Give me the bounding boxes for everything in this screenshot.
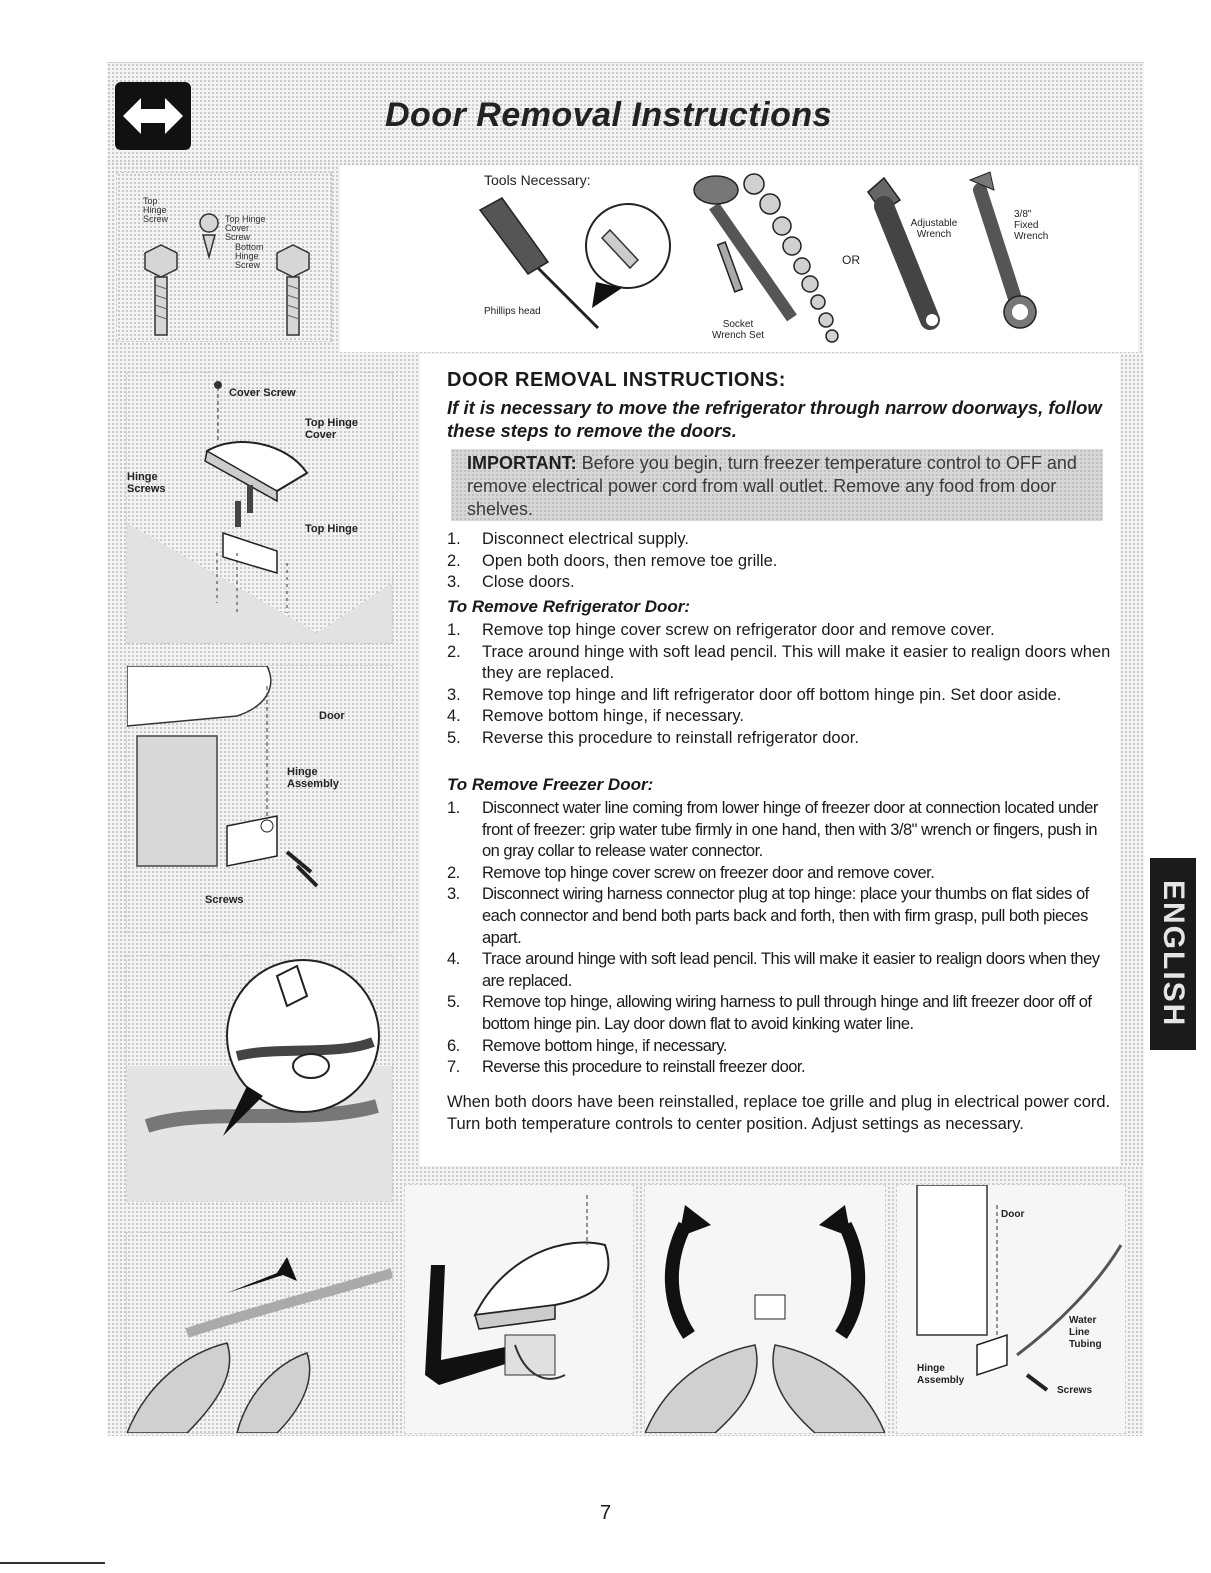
step-number: 2. <box>447 863 460 882</box>
step-text: Disconnect water line coming from lower hinge of freezer door at connection located under front of freezer: grip water tube firmly in one hand, then with 3/8" wrench or fingers, push in on gray collar to release water connector. <box>482 799 1098 861</box>
closing-paragraph: When both doors have been reinstalled, replace toe grille and plug in electrical power cord. Turn both temperature controls to center position. Adjust settings as necessary. <box>447 1093 1111 1133</box>
step-number: 5. <box>447 728 461 747</box>
step-text: Remove top hinge cover screw on freezer door and remove cover. <box>482 863 935 882</box>
refrigerator-step <box>447 685 1112 707</box>
refrigerator-step <box>447 728 1112 750</box>
general-steps <box>447 529 1112 594</box>
step-text: Remove top hinge and lift refrigerator door off bottom hinge pin. Set door aside. <box>482 685 1062 704</box>
adjustable-wrench-label: Adjustable Wrench <box>910 218 958 240</box>
tools-label: Tools Necessary: <box>484 172 591 188</box>
hand-disconnect-illustration <box>126 1232 393 1434</box>
step-number: 7. <box>447 1058 460 1077</box>
refrigerator-step <box>447 620 1112 642</box>
fixed-wrench-icon <box>970 172 1036 328</box>
step-number: 5. <box>447 993 460 1012</box>
step-text: Remove top hinge cover screw on refrigerator door and remove cover. <box>482 621 995 639</box>
bottom-hinge-illustration <box>896 1184 1126 1434</box>
step-text: Open both doors, then remove toe grille. <box>482 551 778 570</box>
freezer-step <box>447 863 1112 885</box>
hinge-assembly-illustration <box>126 665 393 933</box>
freezer-heading: To Remove Freezer Door: <box>447 775 654 794</box>
wiring-disconnect-illustration <box>644 1184 886 1434</box>
step-number: 4. <box>447 950 460 969</box>
water-connector-illustration <box>126 955 393 1202</box>
step-text: Remove bottom hinge, if necessary. <box>482 707 744 726</box>
cover-screw-label: Top Hinge Cover Screw <box>225 214 266 242</box>
or-label: OR <box>842 253 860 267</box>
step-number: 3. <box>447 573 461 592</box>
footer-rule <box>0 1562 105 1564</box>
freezer-step <box>447 884 1112 949</box>
instructions-heading: DOOR REMOVAL INSTRUCTIONS: <box>447 369 786 391</box>
general-step <box>447 529 1112 551</box>
instructions-intro: If it is necessary to move the refrigerator through narrow doorways, follow these steps to remove the doors. <box>447 397 1102 441</box>
adjustable-wrench-icon <box>868 178 938 326</box>
phillips-label: Phillips head <box>484 306 541 317</box>
bottom-hinge-assembly-label: Hinge Assembly <box>917 1363 965 1386</box>
top-hinge-illustration <box>126 372 393 644</box>
step-number: 1. <box>447 530 461 548</box>
bottom-door-label: Door <box>1001 1209 1025 1220</box>
bit-detail-icon <box>586 204 670 308</box>
cover-screw-label: Cover Screw <box>229 387 296 399</box>
step-text: Reverse this procedure to reinstall freezer door. <box>482 1058 806 1077</box>
hinge-assembly-label: Hinge Assembly <box>287 766 339 790</box>
socket-wrench-icon <box>694 174 838 342</box>
refrigerator-steps <box>447 620 1112 750</box>
top-hinge-screw-label: Top Hinge Screw <box>143 196 169 224</box>
hinge-screws-label: Hinge Screws <box>127 471 166 495</box>
step-number: 2. <box>447 551 461 570</box>
step-text: Remove bottom hinge, if necessary. <box>482 1036 727 1055</box>
page-number: 7 <box>599 1502 612 1524</box>
hardware-illustration <box>116 172 332 342</box>
fixed-wrench-label: 3/8" Fixed Wrench <box>1014 209 1049 242</box>
tools-illustration <box>470 170 1070 350</box>
step-number: 1. <box>447 799 460 817</box>
general-step <box>447 551 1112 573</box>
freezer-step <box>447 798 1112 863</box>
step-number: 3. <box>447 885 460 904</box>
top-hinge-cover-label: Top Hinge Cover <box>305 417 358 441</box>
bottom-screws-label: Screws <box>1057 1385 1093 1396</box>
step-number: 2. <box>447 642 461 661</box>
page-title: Door Removal Instructions <box>385 96 833 134</box>
right-edge-band <box>1120 354 1144 1166</box>
refrigerator-step <box>447 642 1112 685</box>
step-number: 1. <box>447 621 461 639</box>
step-text: Trace around hinge with soft lead pencil. This will make it easier to realign doors when they are replaced. <box>482 950 1100 990</box>
step-text: Close doors. <box>482 573 575 592</box>
freezer-step <box>447 949 1112 992</box>
bottom-hinge-screw-label: Bottom Hinge Screw <box>235 242 264 270</box>
socket-label: Socket Wrench Set <box>711 319 765 341</box>
refrigerator-heading: To Remove Refrigerator Door: <box>447 597 691 616</box>
language-tab-label: ENGLISH <box>1157 880 1190 1028</box>
refrigerator-step <box>447 706 1112 728</box>
water-line-tubing-label: Water Line Tubing <box>1069 1315 1102 1350</box>
freezer-step <box>447 1036 1112 1058</box>
step-text: Disconnect electrical supply. <box>482 530 689 548</box>
general-step <box>447 572 1112 594</box>
door-label: Door <box>319 710 345 722</box>
double-arrow-icon <box>115 82 191 150</box>
important-note: IMPORTANT: Before you begin, turn freezer temperature control to OFF and remove electrical power cord from wall outlet. Remove any food from door shelves. <box>467 453 1077 519</box>
freezer-step <box>447 1057 1112 1079</box>
step-text: Trace around hinge with soft lead pencil. This will make it easier to realign doors when they are replaced. <box>482 642 1111 683</box>
step-number: 6. <box>447 1036 460 1055</box>
step-text: Reverse this procedure to reinstall refrigerator door. <box>482 728 859 747</box>
step-number: 3. <box>447 685 461 704</box>
step-text: Disconnect wiring harness connector plug at top hinge: place your thumbs on flat sides of each connector and bend both parts back and forth, then with firm grasp, pull both pieces apart. <box>482 885 1089 947</box>
step-text: Remove top hinge, allowing wiring harness to pull through hinge and lift freezer door off of bottom hinge pin. Lay door down flat to avoid kinking water line. <box>482 993 1092 1033</box>
screws-label: Screws <box>205 894 244 906</box>
step-number: 4. <box>447 707 461 726</box>
hinge-cover-removal-illustration <box>404 1184 634 1434</box>
top-hinge-label: Top Hinge <box>305 523 358 535</box>
freezer-step <box>447 992 1112 1035</box>
freezer-steps <box>447 798 1112 1079</box>
